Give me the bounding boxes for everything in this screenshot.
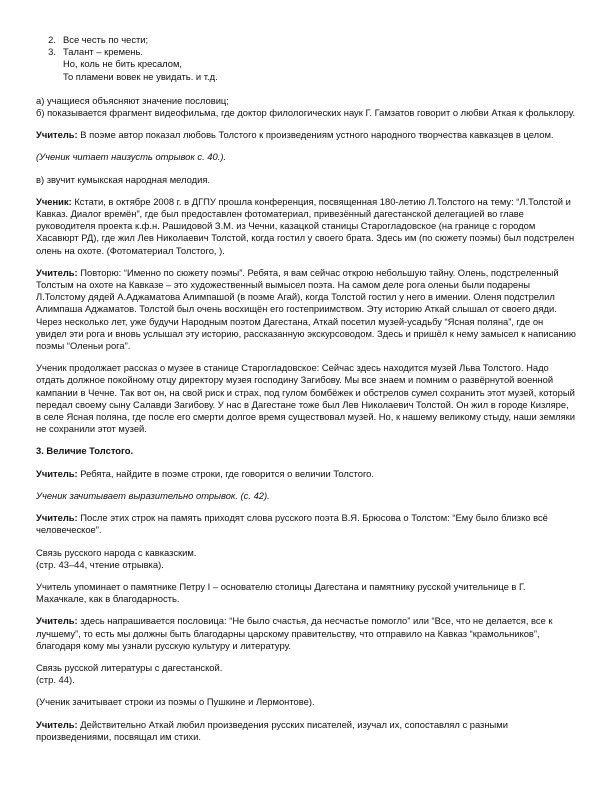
paragraph <box>36 547 576 571</box>
paragraphs <box>36 95 576 743</box>
dialogue-paragraph <box>36 267 576 352</box>
dialogue-paragraph <box>36 129 576 141</box>
paragraph-line: Ученик продолжает рассказ о музее в станице Старогладовское: Сейчас здесь находится музей Льва Толстого. Надо отдать должное покойному отцу директору музея господину Загибову. Мы все знаем и помним о развёрнутой военной кампании в Чечне. Так вот он, на свой риск и страх, под гулом бомбёжек и обстрелов сумел сохранить этот музей, который передал своему сыну Салавди Загибову. У нас в Дагестане тоже был Лев Николаевич Толстой. Он жил в городе Кизляре, в селе Ясная поляна, где после его смерти долгое время существовал музей. Но, к нашему великому стыду, наши земляки не сохранили этот музей. <box>36 362 576 435</box>
list-item-number: 2. <box>48 34 56 45</box>
paragraph-line: б) показывается фрагмент видеофильма, где доктор филологических наук Г. Гамзатов говорит о любви Аткая к фольклору. <box>36 107 576 119</box>
list-item <box>36 46 576 83</box>
dialogue-paragraph <box>36 512 576 536</box>
list-item-body <box>63 34 576 46</box>
section-heading: 3. Величие Толстого. <box>36 445 134 457</box>
paragraph-text: После этих строк на память приходят слова русского поэта В.Я. Брюсова о Толстом: “Ему было близко всё человеческое”. <box>36 512 548 536</box>
paragraph <box>36 174 576 186</box>
document-body <box>36 34 576 753</box>
paragraph <box>36 696 576 708</box>
speaker-label: Учитель: <box>36 129 78 141</box>
paragraph <box>36 362 576 435</box>
list-item-body <box>63 46 576 83</box>
paragraph <box>36 662 576 686</box>
italic-note: Ученик зачитывает выразительно отрывок. (с. 42). <box>36 489 270 501</box>
paragraph-line: Учитель упоминает о памятнике Петру I – основателю столицы Дагестана и памятнику русской учительнице в Г. Махачкале, как в благодарность. <box>36 580 526 605</box>
dialogue-paragraph <box>36 719 576 743</box>
speaker-label: Ученик: <box>36 195 72 207</box>
paragraph <box>36 581 576 605</box>
list-item-line: Но, коль не бить кресалом, <box>63 58 183 70</box>
speaker-label: Учитель: <box>36 718 78 730</box>
paragraph <box>36 95 576 119</box>
list-item-line: То пламени вовек не увидать. и т.д. <box>63 70 218 82</box>
speaker-label: Учитель: <box>36 512 78 524</box>
speaker-label: Учитель: <box>36 615 78 627</box>
paragraph-line: (стр. 43–44, чтение отрывка). <box>36 558 164 570</box>
paragraph-line: (Ученик зачитывает строки из поэмы о Пушкине и Лермонтове). <box>36 696 315 708</box>
italic-note: (Ученик читает наизусть отрывок с. 40.). <box>36 151 227 163</box>
list-item-number: 3. <box>48 46 56 58</box>
dialogue-paragraph <box>36 196 576 257</box>
paragraph-line: Связь русского народа с кавказским. <box>36 546 197 558</box>
dialogue-paragraph <box>36 615 576 652</box>
paragraph-text: Повторю: “Именно по сюжету поэмы”. Ребята, я вам сейчас открою небольшую тайну. Олень, подстреленный Толстым на охоте на Кавказе – это художественный вымысел поэта. На самом деле рога оленьи были подарены Л.Толстому дядей А.Аджаматова Алимпашой (в поэме Агай), когда Толстой гостил у него в имении. Оленя подстрелил Алимпаша Аджаматов. Толстой был очень восхищён его гостеприимством. Эту историю Аткай слышал от своего дяди. Через несколько лет, уже будучи Народным поэтом Дагестана, Аткай посетил музей-усадьбу “Ясная поляна”, где он увидел эти рога и вновь услышал эту историю, рассказанную экскурсоводом. Здесь и пришёл к нему замысел к написанию поэмы “Оленьи рога”. <box>36 266 576 352</box>
paragraph-line: (стр. 44). <box>36 674 75 686</box>
dialogue-paragraph <box>36 468 576 480</box>
speaker-label: Учитель: <box>36 467 78 479</box>
paragraph-text: Действительно Аткай любил произведения русских писателей, изучал их, сопоставлял с разными произведениями, посвящал им стихи. <box>36 718 508 742</box>
paragraph-text: здесь напрашивается пословица: “Не было счастья, да несчастье помогло” или “Все, что не делается, все к лучшему”, то есть мы должны быть благодарны царскому правительству, что отправило на Кавказ “крамольников”, благодаря кому мы узнали русскую культуру и литературу. <box>36 615 553 651</box>
paragraph-line: а) учащиеся объясняют значение пословиц; <box>36 94 229 106</box>
paragraph-line: Связь русской литературы с дагестанской. <box>36 661 223 673</box>
speaker-label: Учитель: <box>36 266 78 278</box>
numbered-list <box>36 34 576 83</box>
list-item <box>36 34 576 46</box>
paragraph-text: Кстати, в октябре 2008 г. в ДГПУ прошла конференция, посвященная 180-летию Л.Толстого на тему: “Л.Толстой и Кавказ. Диалог времён”, где был предоставлен фотоматериал, привезённый дагестанской делегацией во главе руководителя проекта к.ф.н. Рашидовой З.М. из Чечни, казацкой станицы Старогладовское (на границе с городом Хасавюрт РД), где жил Лев Николаевич Толстой, когда гостил у своего брата. Здесь им (по сюжету поэмы) был подстрелен олень на охоте. (Фотоматериал Толстого, ). <box>36 195 575 256</box>
paragraph-text: В поэме автор показал любовь Толстого к произведениям устного народного творчества кавказцев в целом. <box>77 129 554 141</box>
list-item-line: Талант – кремень. <box>63 46 143 58</box>
paragraph-line: в) звучит кумыкская народная мелодия. <box>36 173 211 185</box>
list-item-line: Все честь по чести; <box>63 34 149 45</box>
paragraph-text: Ребята, найдите в поэме строки, где говорится о величии Толстого. <box>77 467 374 479</box>
